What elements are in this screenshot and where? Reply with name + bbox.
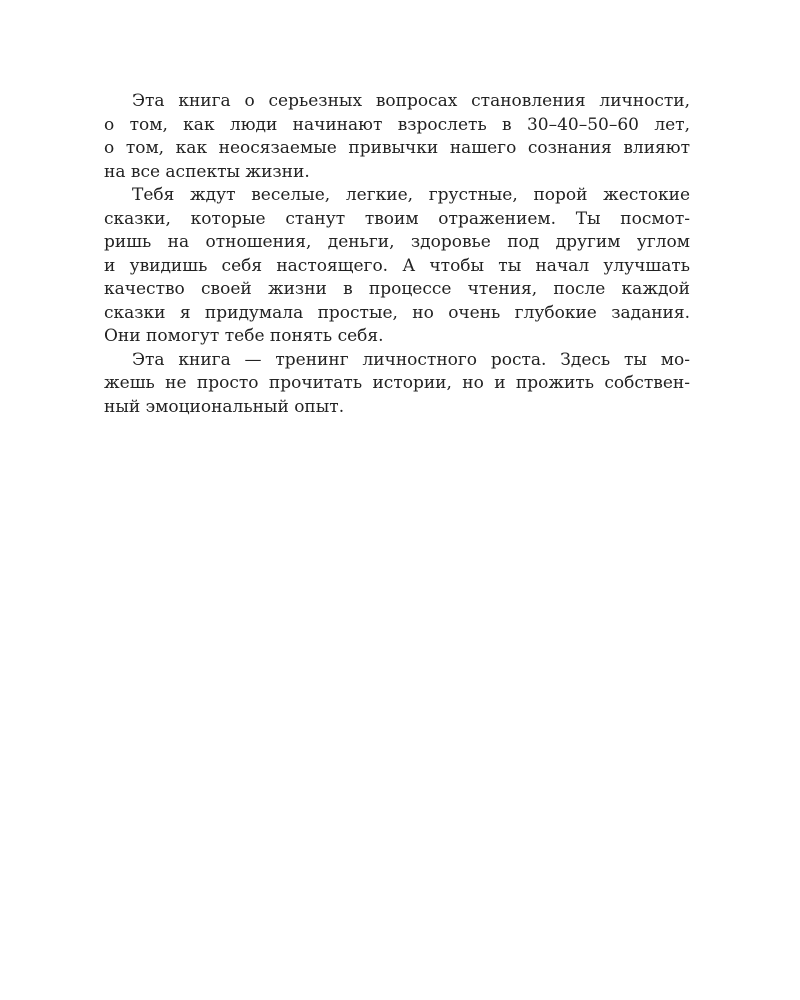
text-line: жешь не просто прочитать истории, но и прожить собствен- — [104, 373, 690, 393]
text-line: о том, как неосязаемые привычки нашего сознания влияют — [104, 138, 690, 158]
text-line: на все аспекты жизни. — [104, 161, 310, 182]
text-line: ришь на отношения, деньги, здоровье под другим углом — [104, 232, 690, 252]
text-line: Тебя ждут веселые, легкие, грустные, порой жестокие — [132, 185, 690, 205]
text-line: ный эмоциональный опыт. — [104, 396, 345, 417]
book-page-text — [104, 90, 690, 419]
text-line: сказки я придумала простые, но очень глубокие задания. — [104, 302, 690, 323]
text-line: и увидишь себя настоящего. А чтобы ты начал улучшать — [104, 255, 690, 276]
text-line: качество своей жизни в процессе чтения, после каждой — [104, 279, 690, 299]
text-line: Эта книга — тренинг личностного роста. Здесь ты мо- — [132, 349, 690, 370]
text-line: Эта книга о серьезных вопросах становления личности, — [132, 91, 690, 111]
paragraph-3 — [104, 349, 690, 420]
text-line: Они помогут тебе понять себя. — [104, 326, 384, 346]
paragraph-1 — [104, 90, 690, 184]
text-line: о том, как люди начинают взрослеть в 30–40–50–60 лет, — [104, 114, 690, 135]
paragraph-2 — [104, 184, 690, 349]
text-line: сказки, которые станут твоим отражением. Ты посмот- — [104, 208, 690, 229]
